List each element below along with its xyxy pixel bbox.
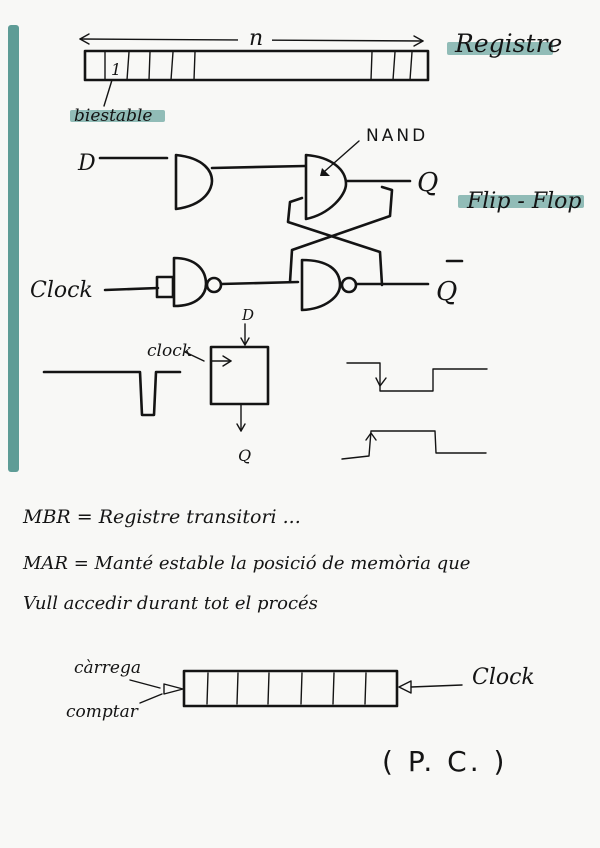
register-diagram xyxy=(70,26,562,126)
nand-gate-lower-right xyxy=(302,260,340,310)
nand-gate-lower-left xyxy=(174,258,206,306)
clock-pulse-wave xyxy=(44,372,180,415)
register-length-label: n xyxy=(249,26,264,51)
program-counter-diagram xyxy=(66,658,535,778)
rising-edge-wave xyxy=(342,431,486,459)
load-label: càrrega xyxy=(74,658,141,678)
flip-flop-title: Flip - Flop xyxy=(467,189,582,214)
block-output-label: Q xyxy=(238,446,252,465)
input-clock-label: Clock xyxy=(30,278,93,303)
mar-note-line2: Vull accedir durant tot el procés xyxy=(23,593,318,614)
output-q-bar-label: Q xyxy=(436,277,458,307)
falling-edge-wave xyxy=(347,363,487,391)
block-clock-label: clock xyxy=(147,341,193,361)
register-title: Registre xyxy=(455,29,563,58)
output-q-label: Q xyxy=(417,168,439,198)
register-cell-label: 1 xyxy=(111,60,122,79)
nand-label: NAND xyxy=(366,126,429,146)
timing-and-block xyxy=(44,306,487,465)
margin-bar xyxy=(8,25,19,472)
input-d-label: D xyxy=(78,151,96,176)
block-input-label: D xyxy=(242,306,255,324)
mbr-note: MBR = Registre transitori ... xyxy=(23,506,301,528)
pc-clock-label: Clock xyxy=(472,665,535,690)
pc-caption: ( P. C. ) xyxy=(382,745,508,778)
biestable-label: biestable xyxy=(74,106,153,126)
count-label: comptar xyxy=(66,702,138,722)
notes xyxy=(22,506,470,614)
flip-flop-circuit xyxy=(30,126,584,310)
nand-gate-upper-right xyxy=(306,155,346,219)
register-box xyxy=(85,51,428,80)
nand-gate-upper-left xyxy=(176,155,212,209)
mar-note-line1: MAR = Manté estable la posició de memòria que xyxy=(23,553,471,574)
nand-marker xyxy=(320,168,330,176)
flip-flop-block xyxy=(211,347,268,404)
